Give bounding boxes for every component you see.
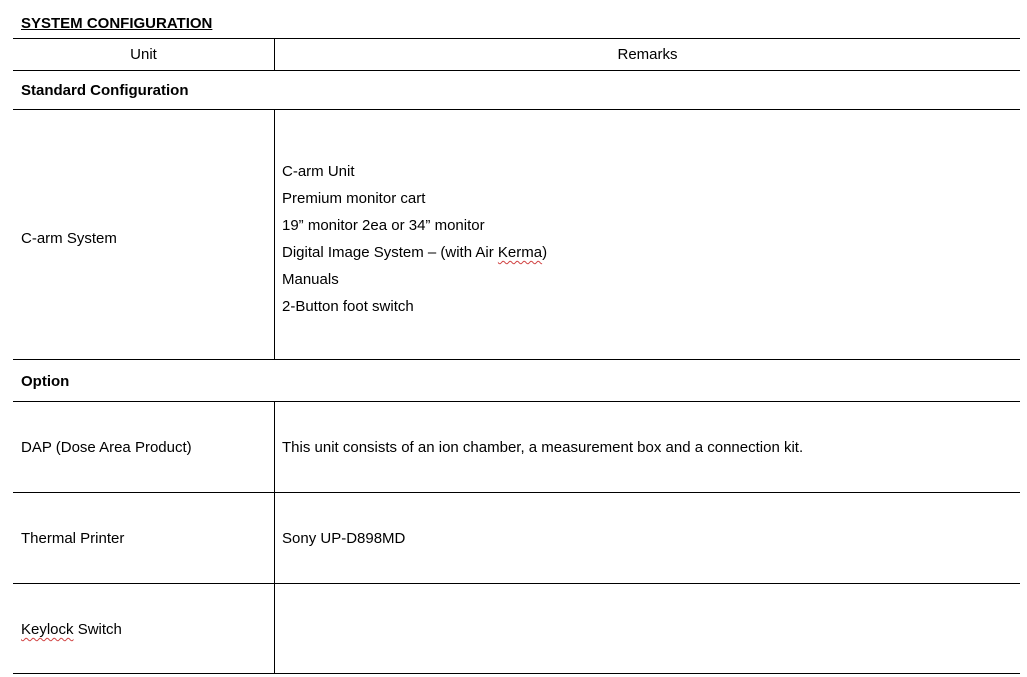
- unit-thermal-printer: Thermal Printer: [21, 530, 125, 547]
- unit-keylock-rest: Switch: [73, 621, 122, 638]
- document-title: SYSTEM CONFIGURATION: [21, 15, 213, 32]
- dap-row-border: [13, 492, 1020, 493]
- unit-dap: DAP (Dose Area Product): [21, 439, 192, 456]
- option-section-border: [13, 401, 1020, 402]
- list-item: C-arm Unit: [282, 163, 355, 180]
- unit-keylock-switch: [21, 621, 122, 638]
- list-item-text: Digital Image System – (with Air: [282, 244, 498, 261]
- carm-row-border: [13, 359, 1020, 360]
- table-bottom-border: [13, 673, 1020, 674]
- list-item: [282, 239, 547, 266]
- remarks-thermal-printer: Sony UP-D898MD: [282, 530, 406, 547]
- table-top-border: [13, 38, 1020, 39]
- list-item: Manuals: [282, 271, 339, 288]
- header-bottom-border: [13, 70, 1020, 71]
- printer-row-border: [13, 583, 1020, 584]
- list-item-text: ): [542, 244, 548, 261]
- section-standard-configuration: Standard Configuration: [21, 82, 189, 99]
- header-remarks: Remarks: [617, 46, 678, 63]
- list-item: 2-Button foot switch: [282, 298, 414, 315]
- carm-remarks-list: [282, 158, 547, 320]
- carm-column-divider: [274, 109, 275, 360]
- option-column-divider: [274, 401, 275, 674]
- standard-section-border: [13, 109, 1020, 110]
- section-option: Option: [21, 373, 70, 390]
- spellcheck-word: Keylock: [21, 621, 74, 638]
- header-unit: Unit: [130, 46, 157, 63]
- unit-carm-system: C-arm System: [21, 230, 117, 247]
- spellcheck-word: Kerma: [497, 244, 543, 261]
- list-item: Premium monitor cart: [282, 190, 426, 207]
- remarks-dap: This unit consists of an ion chamber, a measurement box and a connection kit.: [282, 439, 804, 456]
- list-item: 19” monitor 2ea or 34” monitor: [282, 217, 485, 234]
